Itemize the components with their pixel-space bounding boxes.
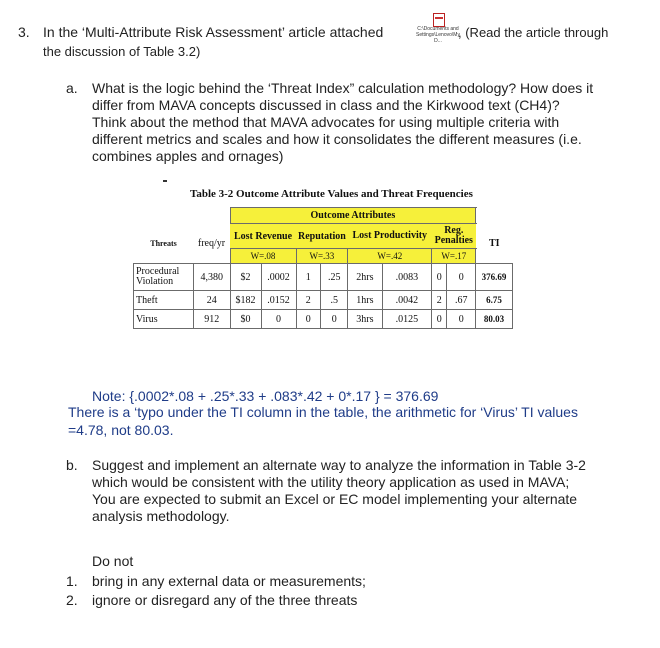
col-lost-revenue: Lost Revenue [230, 224, 296, 249]
part-b-label: b. [66, 457, 78, 473]
reg-raw-cell: 2 [432, 291, 447, 310]
reg-raw-cell: 0 [432, 310, 447, 329]
dash-mark [163, 180, 167, 182]
rep-raw-cell: 0 [296, 310, 321, 329]
do-not-heading: Do not [92, 553, 134, 569]
lp-raw-cell: 1hrs [348, 291, 382, 310]
lr-val-cell: .0002 [261, 264, 296, 291]
lp-val-cell: .0083 [382, 264, 432, 291]
col-lost-productivity: Lost Productivity [348, 224, 432, 249]
weight-lost-revenue: W=.08 [230, 249, 296, 264]
reg-raw-cell: 0 [432, 264, 447, 291]
freq-cell: 4,380 [194, 264, 231, 291]
part-b-line: You are expected to submit an Excel or EC model implementing your alternate [92, 491, 578, 507]
ti-cell: 80.03 [476, 310, 513, 329]
rep-val-cell: .25 [321, 264, 348, 291]
lp-val-cell: .0125 [382, 310, 432, 329]
attachment-label: C:\Documents and Settings\Lenovo\My D... [416, 26, 460, 44]
table-row [134, 291, 513, 310]
note-formula: Note: {.0002*.08 + .25*.33 + .083*.42 + 0*.17 } = 376.69 [92, 388, 439, 404]
rep-raw-cell: 2 [296, 291, 321, 310]
part-a-text [92, 80, 593, 165]
threat-name: Theft [134, 291, 194, 310]
lr-raw-cell: $2 [230, 264, 261, 291]
table-row [134, 264, 513, 291]
reg-val-cell: 0 [447, 264, 476, 291]
col-freq: freq/yr [197, 237, 226, 249]
lp-raw-cell: 2hrs [348, 264, 382, 291]
col-threats: Threats [150, 238, 177, 248]
question-number: 3. [18, 24, 30, 40]
lp-val-cell: .0042 [382, 291, 432, 310]
lr-val-cell: 0 [261, 310, 296, 329]
question-intro: In the ‘Multi-Attribute Risk Assessment’ article attached [43, 24, 384, 40]
weight-reg-penalties: W=.17 [432, 249, 476, 264]
col-ti: TI [489, 237, 500, 249]
part-a-line: differ from MAVA concepts discussed in class and the Kirkwood text (CH4)? [92, 97, 560, 113]
reg-val-cell: 0 [447, 310, 476, 329]
ti-cell: 376.69 [476, 264, 513, 291]
pdf-icon [433, 13, 445, 27]
rep-raw-cell: 1 [296, 264, 321, 291]
freq-cell: 912 [194, 310, 231, 329]
note-correction: =4.78, not 80.03. [68, 422, 174, 438]
rep-val-cell: .5 [321, 291, 348, 310]
part-b-text [92, 457, 586, 525]
read-note: , (Read the article through [458, 25, 609, 40]
lr-raw-cell: $182 [230, 291, 261, 310]
part-a-line: combines apples and ornages) [92, 148, 284, 164]
threat-name: Procedural Violation [134, 264, 194, 291]
lr-val-cell: .0152 [261, 291, 296, 310]
lp-raw-cell: 3hrs [348, 310, 382, 329]
ti-cell: 6.75 [476, 291, 513, 310]
freq-cell: 24 [194, 291, 231, 310]
do-not-item-text: ignore or disregard any of the three threats [92, 592, 358, 608]
note-typo: There is a ‘typo under the TI column in the table, the arithmetic for ‘Virus’ TI values [68, 404, 578, 420]
rep-val-cell: 0 [321, 310, 348, 329]
outcome-attribute-table [133, 207, 513, 329]
part-b-line: which would be consistent with the utility theory application as used in MAVA; [92, 474, 570, 490]
do-not-item-number: 2. [66, 592, 78, 608]
reg-val-cell: .67 [447, 291, 476, 310]
part-b-line: Suggest and implement an alternate way to analyze the information in Table 3-2 [92, 457, 586, 473]
weight-lost-productivity: W=.42 [348, 249, 432, 264]
do-not-item-number: 1. [66, 573, 78, 589]
part-a-line: different metrics and scales and how it consolidates the different measures (i.e. [92, 131, 582, 147]
group-header: Outcome Attributes [230, 208, 476, 224]
col-reg-penalties: Reg. Penalties [432, 224, 476, 249]
weight-reputation: W=.33 [296, 249, 348, 264]
col-reputation: Reputation [296, 224, 348, 249]
table-title: Table 3-2 Outcome Attribute Values and Threat Frequencies [190, 188, 473, 200]
part-a-line: Think about the method that MAVA advocates for using multiple criteria with [92, 114, 560, 130]
threat-name: Virus [134, 310, 194, 329]
lr-raw-cell: $0 [230, 310, 261, 329]
do-not-item-text: bring in any external data or measurements; [92, 573, 366, 589]
part-a-label: a. [66, 80, 78, 96]
attachment[interactable] [413, 13, 463, 43]
read-note-continued: the discussion of Table 3.2) [43, 44, 201, 59]
part-b-line: analysis methodology. [92, 508, 230, 524]
part-a-line: What is the logic behind the ‘Threat Index” calculation methodology? How does it [92, 80, 594, 96]
table-row [134, 310, 513, 329]
